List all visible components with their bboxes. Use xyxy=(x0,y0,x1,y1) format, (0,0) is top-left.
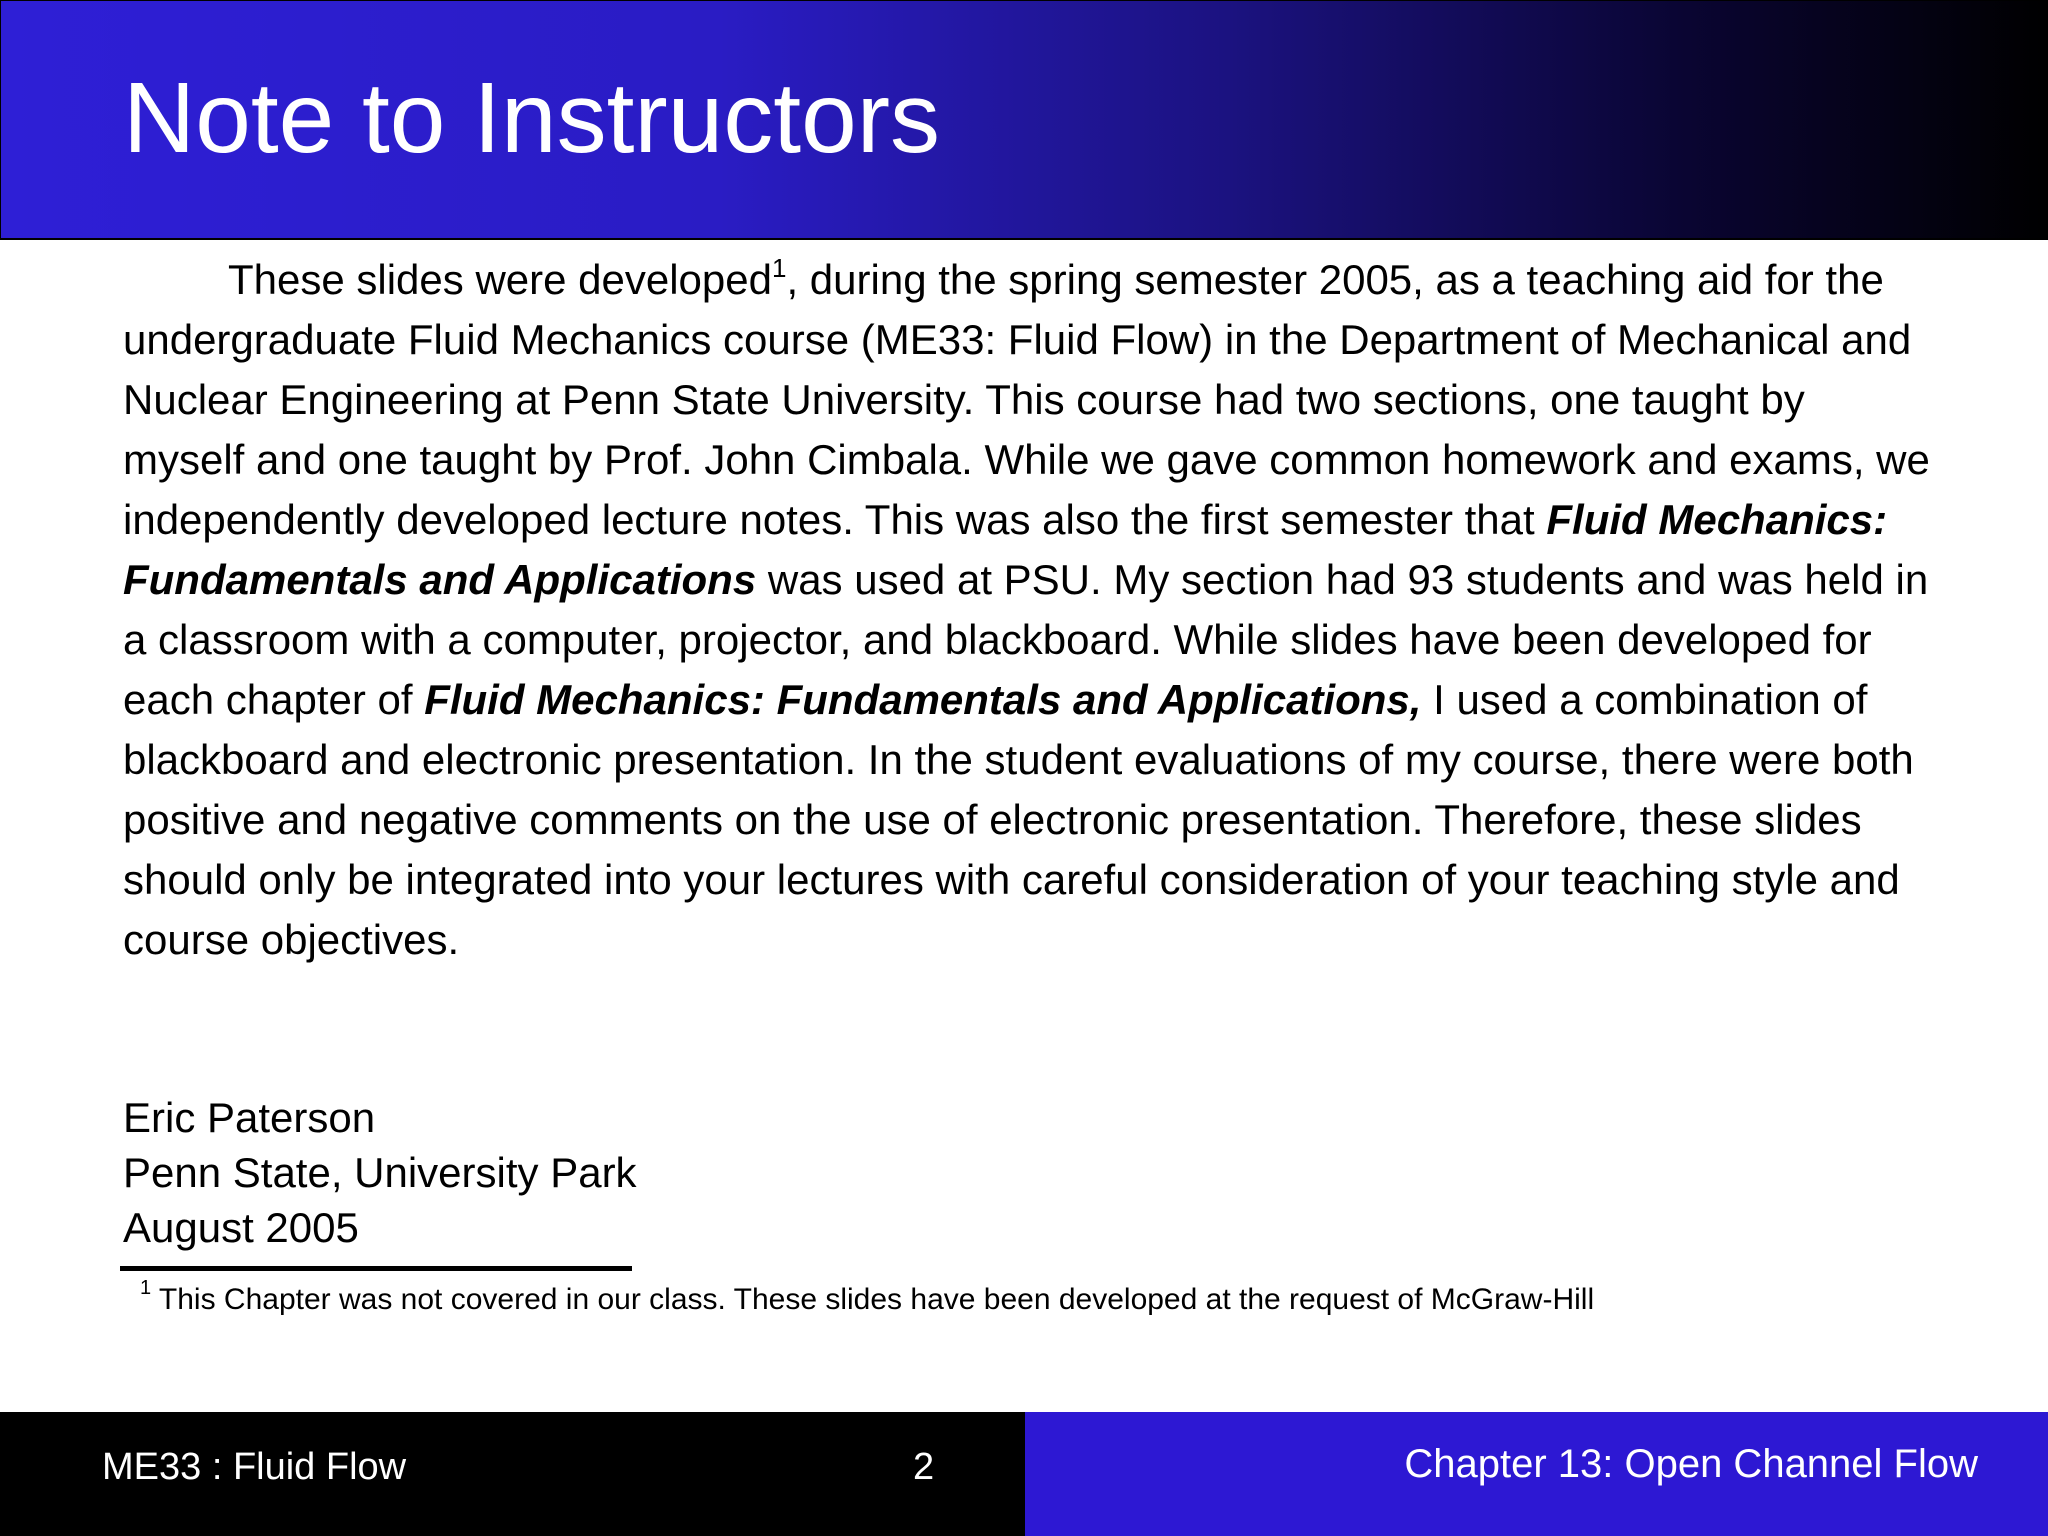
footnote xyxy=(140,1277,1595,1317)
footer-course-label: ME33 : Fluid Flow xyxy=(102,1446,407,1488)
paragraph-segment-4: I used a combination of blackboard and electronic presentation. In the student evaluations of my course, there were both positive and negative comments on the use of electronic presentation. Therefore, these slides should only be integrated into your lectures with careful consideration of your teaching style and course objectives. xyxy=(123,676,1914,963)
body-text xyxy=(123,250,1933,970)
paragraph-segment-1: These slides were developed xyxy=(228,256,772,303)
author-date: August 2005 xyxy=(123,1204,359,1251)
main-paragraph xyxy=(123,250,1933,970)
paragraph-segment-3: was used at PSU. My section had 93 students and was held in a classroom with a computer, projector, and blackboard. While slides have been developed for each chapter of xyxy=(123,556,1929,723)
page-number: 2 xyxy=(913,1446,935,1488)
footer-chapter-label: Chapter 13: Open Channel Flow xyxy=(1404,1442,1978,1486)
signature-block xyxy=(123,1090,637,1255)
footnote-mark: 1 xyxy=(140,1277,152,1299)
book-title: Fluid Mechanics: Fundamentals and Applications, xyxy=(424,676,1422,723)
footnote-divider xyxy=(120,1266,632,1271)
paragraph-segment-2: , during the spring semester 2005, as a teaching aid for the undergraduate Fluid Mechanics course (ME33: Fluid Flow) in the Department of Mechanical and Nuclear Engineering at Penn State University. This course had two sections, one taught by myself and one taught by Prof. John Cimbala. While we gave common homework and exams, we independently developed lecture notes. This was also the first semester that xyxy=(123,256,1930,543)
title-bar xyxy=(0,0,2048,240)
slide-title: Note to Instructors xyxy=(123,62,940,174)
author-name: Eric Paterson xyxy=(123,1094,376,1141)
footnote-text: This Chapter was not covered in our class. These slides have been developed at the request of McGraw-Hill xyxy=(158,1283,1595,1316)
footnote-reference: 1 xyxy=(772,253,787,283)
book-title: Fluid Mechanics: Fundamentals and Applications xyxy=(123,496,1888,603)
author-affiliation: Penn State, University Park xyxy=(123,1149,637,1196)
